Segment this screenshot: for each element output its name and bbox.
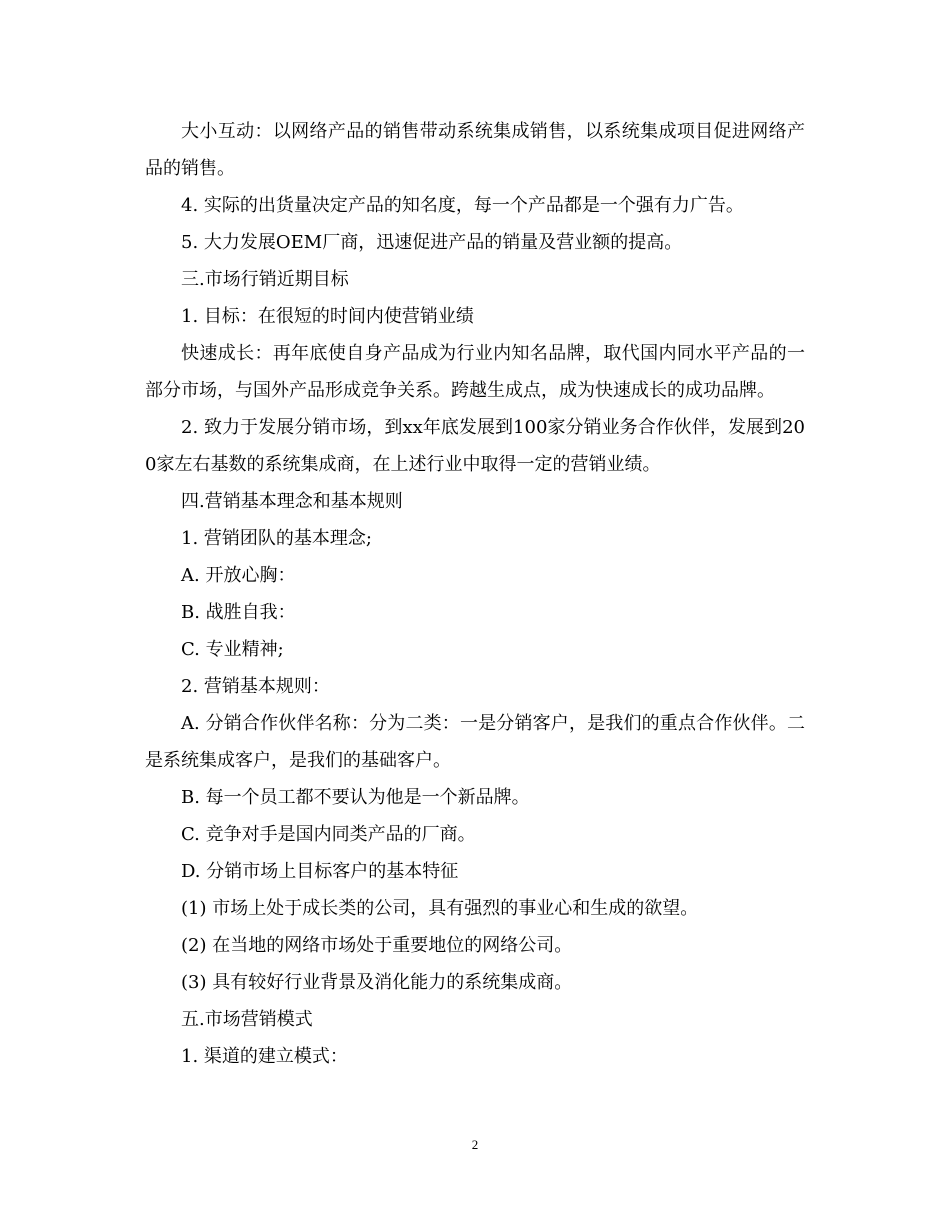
list-item-goal: 1. 目标：在很短的时间内使营销业绩 [181, 306, 474, 327]
section-heading-4: 四.营销基本理念和基本规则 [181, 491, 403, 512]
list-item-2-local: (2) 在当地的网络市场处于重要地位的网络公司。 [181, 935, 573, 956]
list-item-c-competitors: C. 竞争对手是国内同类产品的厂商。 [181, 824, 476, 845]
list-item-b-brand: B. 每一个员工都不要认为他是一个新品牌。 [181, 787, 530, 808]
section-heading-5: 五.市场营销模式 [181, 1009, 313, 1030]
list-item-channel: 1. 渠道的建立模式： [181, 1046, 348, 1067]
list-item-a-partners: A. 分销合作伙伴名称：分为二类：一是分销客户，是我们的重点合作伙伴。二是系统集成客户，是我们的基础客户。 [145, 713, 805, 771]
paragraph-interaction: 大小互动：以网络产品的销售带动系统集成销售，以系统集成项目促进网络产品的销售。 [145, 121, 805, 179]
list-item-4: 4. 实际的出货量决定产品的知名度，每一个产品都是一个强有力广告。 [181, 195, 744, 216]
list-item-b-self: B. 战胜自我： [181, 602, 296, 623]
list-item-5: 5. 大力发展OEM厂商，迅速促进产品的销量及营业额的提高。 [181, 232, 683, 253]
list-item-basic-rules: 2. 营销基本规则： [181, 676, 330, 697]
page-number: 2 [471, 1137, 479, 1152]
section-heading-3: 三.市场行销近期目标 [181, 269, 349, 290]
list-item-d-target: D. 分销市场上目标客户的基本特征 [181, 861, 459, 882]
list-item-team-concept: 1. 营销团队的基本理念; [181, 528, 372, 549]
list-item-3-integrator: (3) 具有较好行业背景及消化能力的系统集成商。 [181, 972, 573, 993]
document-body [145, 113, 805, 1075]
list-item-1-growth: (1) 市场上处于成长类的公司，具有强烈的事业心和生成的欲望。 [181, 898, 699, 919]
list-item-c-professional: C. 专业精神; [181, 639, 284, 660]
list-item-a-open-mind: A. 开放心胸： [181, 565, 296, 586]
paragraph-rapid-growth: 快速成长：再年底使自身产品成为行业内知名品牌，取代国内同水平产品的一部分市场，与国外产品形成竞争关系。跨越生成点，成为快速成长的成功品牌。 [145, 343, 805, 401]
list-item-distribution: 2. 致力于发展分销市场，到xx年底发展到100家分销业务合作伙伴，发展到200家左右基数的系统集成商，在上述行业中取得一定的营销业绩。 [145, 417, 805, 475]
